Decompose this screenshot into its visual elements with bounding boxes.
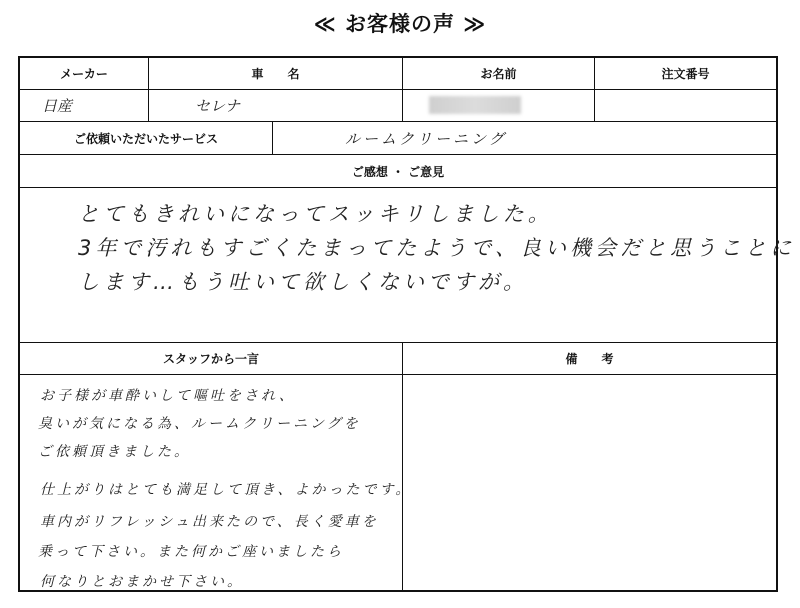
- customer-voice-form: [18, 56, 795, 592]
- bottom-header-row: [20, 343, 776, 375]
- car-name-value: セレナ: [149, 90, 403, 121]
- header-row: [20, 58, 776, 90]
- staff-line: 仕上がりはとても満足して頂き、よかったです。: [40, 482, 413, 498]
- staff-line: ご依頼頂きました。: [38, 444, 191, 460]
- page-title: ≪ お客様の声 ≫: [313, 12, 487, 36]
- staff-line: 臭いが気になる為、ルームクリーニングを: [38, 416, 361, 432]
- order-number-value: [595, 90, 776, 121]
- service-value: ルームクリーニング: [345, 129, 507, 148]
- impressions-area: [20, 188, 795, 343]
- staff-line: お子様が車酔いして嘔吐をされ、: [40, 388, 296, 404]
- staff-line: 車内がリフレッシュ出来たので、長く愛車を: [40, 514, 379, 530]
- maker-value: 日産: [20, 90, 149, 121]
- bottom-body: [20, 375, 776, 590]
- staff-word-area: [20, 375, 413, 590]
- value-row: [20, 90, 776, 122]
- staff-line: 乗って下さい。また何かご座いましたら: [38, 544, 344, 560]
- order-number-header: 注文番号: [661, 67, 710, 81]
- maker-header: メーカー: [20, 58, 149, 89]
- impressions-header: ご感想 ・ ご意見: [20, 155, 776, 188]
- customer-name-header: お名前: [403, 58, 595, 89]
- service-header: ご依頼いただいたサービス: [20, 122, 273, 154]
- comment-line: とてもきれいになってスッキリしました。: [78, 202, 553, 226]
- staff-line: 何なりとおまかせ下さい。: [40, 574, 244, 590]
- staff-word-header: スタッフから一言: [20, 343, 403, 374]
- remarks-header: 備 考: [565, 352, 614, 366]
- car-name-header: 車 名: [149, 58, 403, 89]
- comment-line: します…もう吐いて欲しくないですが。: [78, 270, 528, 294]
- comment-line: 3年で汚れもすごくたまってたようで、良い機会だと思うことに: [78, 236, 795, 260]
- customer-name-value: [403, 90, 595, 121]
- remarks-area: [404, 375, 776, 590]
- service-row: [20, 122, 776, 155]
- redacted-name-blur: [429, 96, 521, 114]
